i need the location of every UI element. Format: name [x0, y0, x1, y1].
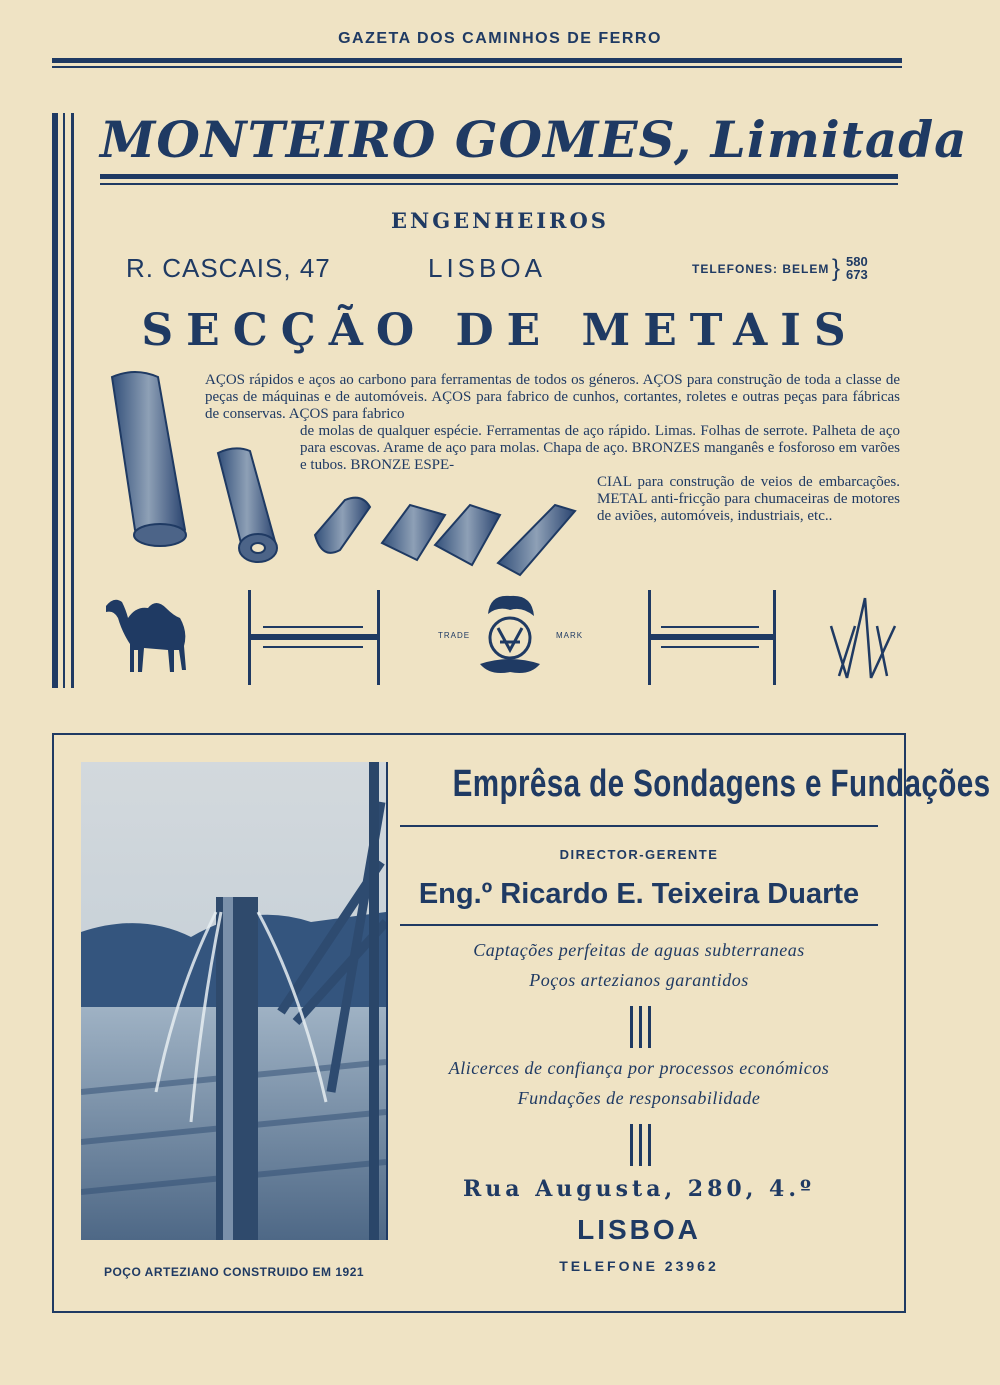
phone-brace: }	[832, 255, 841, 282]
emblem-trademark-icon	[470, 592, 550, 682]
photo-caption: POÇO ARTEZIANO CONSTRUIDO EM 1921	[103, 1265, 365, 1279]
arrows-trademark-icon	[825, 592, 900, 682]
director-name: Eng.º Ricardo E. Teixeira Duarte	[418, 878, 860, 910]
section-title: SECÇÃO DE METAIS	[141, 305, 859, 356]
director-rule	[400, 924, 878, 926]
phone-2: 673	[846, 267, 868, 282]
city-2: LISBOA	[577, 1214, 701, 1245]
metals-paragraph-top	[205, 372, 900, 422]
metals-text-bottom: CIAL para construção de veios de embarcações. METAL anti-fricção para chumaceiras de motores de aviões, automóveis, industriais, etc..	[597, 474, 900, 524]
left-border-thick	[52, 113, 58, 688]
metals-paragraph-bottom	[597, 474, 900, 524]
profession-label: ENGENHEIROS	[391, 208, 609, 233]
journal-title: GAZETA DOS CAMINHOS DE FERRO	[338, 30, 662, 47]
company-name: MONTEIRO GOMES, Limitada	[100, 110, 968, 169]
title-rule-thick	[100, 174, 898, 179]
service-line-1: Captações perfeitas de aguas subterraneas	[473, 940, 805, 960]
left-border-thin	[63, 113, 65, 688]
left-border-inner	[71, 113, 74, 688]
bar-trademark-2	[645, 590, 780, 685]
triple-bar-divider-2	[628, 1124, 654, 1166]
service-line-2: Poços artezianos garantidos	[529, 970, 749, 990]
triple-bar-divider-1	[628, 1006, 654, 1048]
camel-trademark-icon	[100, 592, 195, 682]
service-line-3: Alicerces de confiança por processos económicos	[448, 1058, 830, 1078]
metals-text-mid: de molas de qualquer espécie. Ferramentas de aço rápido. Limas. Folhas de serrote. Palheta de aço para escovas. Arame de aço para molas. Chapa de aço. BRONZES manganês e fosforoso em varões e tubos. BRONZE ESPE-	[300, 423, 900, 473]
trade-label: TRADE	[438, 631, 471, 640]
metals-text-top: AÇOS rápidos e aços ao carbono para ferramentas de todos os géneros. AÇOS para construção de toda a classe de peças de máquinas e de automóveis. AÇOS para fabrico de cunhos, cortantes, roletes e outras peças para fábricas de conservas. AÇOS para fabrico	[205, 372, 900, 422]
city: LISBOA	[428, 253, 546, 283]
company-name-2: Emprêsa de Sondagens e Fundações	[452, 763, 991, 805]
company-rule-2	[400, 825, 878, 827]
title-rule-thin	[100, 183, 898, 185]
phones-label: TELEFONES: BELEM	[692, 262, 830, 276]
service-line-4: Fundações de responsabilidade	[517, 1088, 761, 1108]
address: R. CASCAIS, 47	[126, 253, 331, 283]
phone-2-line: TELEFONE 23962	[559, 1258, 719, 1274]
director-label: DIRECTOR-GERENTE	[559, 847, 719, 862]
artesian-well-photo	[81, 762, 386, 1240]
address-2: Rua Augusta, 280, 4.º	[463, 1176, 815, 1202]
mark-label: MARK	[556, 631, 584, 640]
phone-1: 580	[846, 254, 868, 269]
photo-frame-line	[386, 762, 388, 1240]
bar-trademark-1	[245, 590, 385, 685]
metals-paragraph-mid	[300, 423, 900, 473]
